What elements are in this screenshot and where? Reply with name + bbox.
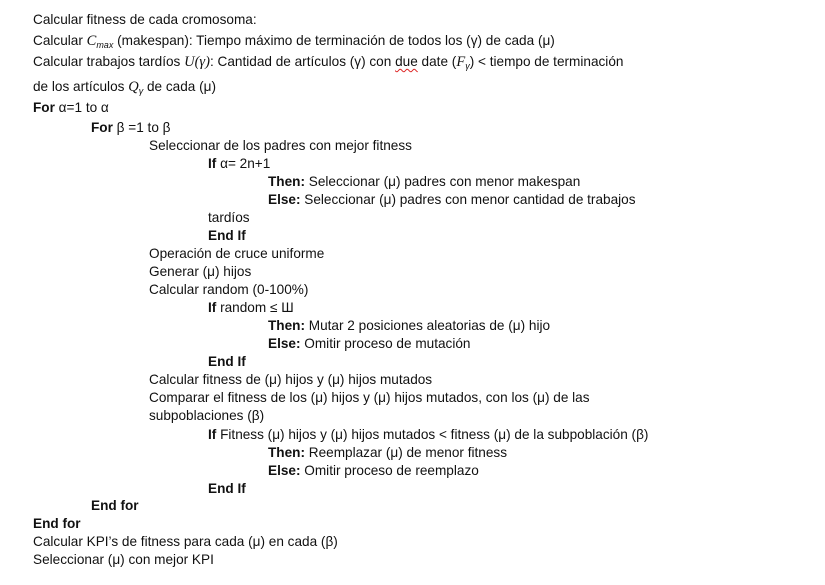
math-subscript: γ bbox=[465, 61, 470, 71]
text: Omitir proceso de reemplazo bbox=[300, 463, 479, 478]
line-2 bbox=[33, 32, 555, 54]
line-16 bbox=[208, 299, 294, 316]
text: random ≤ Ш bbox=[216, 300, 294, 315]
text: : Cantidad de artículos (γ) con bbox=[209, 54, 396, 69]
line-20: Calcular fitness de (μ) hijos y (μ) hijos mutados bbox=[149, 372, 433, 387]
keyword: Else: bbox=[268, 336, 301, 351]
math-subscript: max bbox=[96, 40, 114, 50]
text: Calcular trabajos tardíos bbox=[33, 54, 185, 69]
math-f: F bbox=[456, 54, 466, 70]
keyword: Then: bbox=[268, 318, 305, 333]
math-u-gamma: U(γ) bbox=[184, 54, 210, 70]
line-19: End If bbox=[208, 354, 246, 369]
text: β =1 to β bbox=[112, 120, 171, 135]
keyword: Else: bbox=[268, 463, 301, 478]
line-27: End for bbox=[91, 498, 139, 513]
keyword: If bbox=[208, 156, 217, 171]
line-10 bbox=[268, 191, 636, 208]
math-q: Q bbox=[128, 79, 139, 95]
line-17 bbox=[268, 317, 550, 334]
text: Fitness (μ) hijos y (μ) hijos mutados < fitness (μ) de la subpoblación (β) bbox=[216, 427, 649, 442]
text: Calcular bbox=[33, 33, 87, 48]
text: (makespan): Tiempo máximo de terminación de todos los (γ) de cada (μ) bbox=[113, 33, 555, 48]
text: Omitir proceso de mutación bbox=[300, 336, 471, 351]
keyword: For bbox=[33, 100, 55, 115]
line-14: Generar (μ) hijos bbox=[149, 264, 252, 279]
text: Seleccionar (μ) padres con menor makespan bbox=[305, 174, 581, 189]
text: date ( bbox=[417, 54, 457, 69]
keyword: Else: bbox=[268, 192, 301, 207]
math-subscript: γ bbox=[138, 86, 144, 96]
line-3 bbox=[33, 53, 623, 75]
line-18 bbox=[268, 335, 471, 352]
line-23 bbox=[208, 426, 648, 443]
line-29: Calcular KPI’s de fitness para cada (μ) en cada (β) bbox=[33, 534, 338, 549]
text: ) < tiempo de terminación bbox=[469, 54, 624, 69]
text: de los artículos bbox=[33, 79, 129, 94]
text: α= 2n+1 bbox=[216, 156, 271, 171]
spellcheck-word: due bbox=[395, 54, 418, 69]
line-15: Calcular random (0-100%) bbox=[149, 282, 309, 297]
line-24 bbox=[268, 444, 507, 461]
line-9 bbox=[268, 173, 580, 190]
text: Mutar 2 posiciones aleatorias de (μ) hijo bbox=[305, 318, 551, 333]
line-25 bbox=[268, 462, 479, 479]
line-5 bbox=[33, 99, 109, 116]
keyword: If bbox=[208, 427, 217, 442]
text: de cada (μ) bbox=[143, 79, 217, 94]
keyword: For bbox=[91, 120, 113, 135]
line-13: Operación de cruce uniforme bbox=[149, 246, 325, 261]
line-26: End If bbox=[208, 481, 246, 496]
line-22: subpoblaciones (β) bbox=[149, 408, 265, 423]
line-8 bbox=[208, 155, 270, 172]
line-6 bbox=[91, 119, 171, 136]
line-21: Comparar el fitness de los (μ) hijos y (μ) hijos mutados, con los (μ) de las bbox=[149, 390, 590, 405]
keyword: Then: bbox=[268, 174, 305, 189]
keyword: Then: bbox=[268, 445, 305, 460]
math-cmax: C bbox=[86, 33, 97, 49]
text: Reemplazar (μ) de menor fitness bbox=[305, 445, 507, 460]
line-4 bbox=[33, 78, 216, 100]
text: α=1 to α bbox=[54, 100, 109, 115]
line-12: End If bbox=[208, 228, 246, 243]
text: Seleccionar (μ) padres con menor cantidad de trabajos bbox=[300, 192, 636, 207]
line-28: End for bbox=[33, 516, 81, 531]
line-7: Seleccionar de los padres con mejor fitness bbox=[149, 138, 412, 153]
keyword: If bbox=[208, 300, 217, 315]
line-1: Calcular fitness de cada cromosoma: bbox=[33, 12, 257, 27]
line-30: Seleccionar (μ) con mejor KPI bbox=[33, 552, 214, 567]
line-11: tardíos bbox=[208, 210, 250, 225]
